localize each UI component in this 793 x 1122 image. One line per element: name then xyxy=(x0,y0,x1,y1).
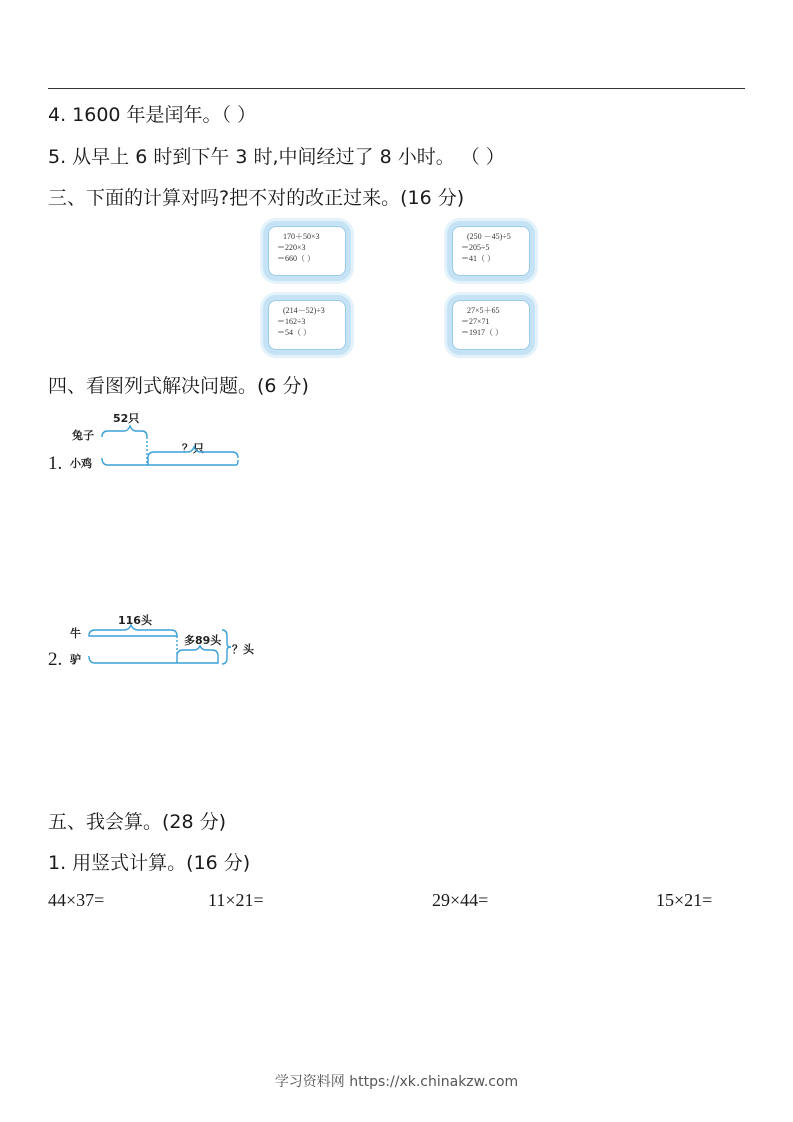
chick-question-label: ？只 xyxy=(182,442,204,455)
calc-card-4-line-1: 27×5＋65 xyxy=(467,306,500,315)
calc-card-2-line-2: ＝205÷5 xyxy=(461,243,490,252)
calc-card-4-line-2: ＝27×71 xyxy=(461,317,490,326)
footer-watermark: 学习资料网 https://xk.chinakzw.com xyxy=(274,1074,519,1090)
question-5: 5. 从早上 6 时到下午 3 时,中间经过了 8 小时。 （ ） xyxy=(48,146,505,168)
calc-card-2 xyxy=(452,226,530,276)
problem-1-diagram xyxy=(98,420,243,472)
calc-card-3-line-3: ＝54（ ） xyxy=(277,328,311,337)
section-5-sub-1: 1. 用竖式计算。(16 分) xyxy=(48,852,251,874)
section-3-title: 三、下面的计算对吗?把不对的改正过来。(16 分) xyxy=(48,187,465,209)
problem-2-diagram xyxy=(86,622,232,668)
calc-card-1-line-1: 170＋50×3 xyxy=(283,232,320,241)
calc-card-4-line-3: ＝1917（ ） xyxy=(461,328,503,337)
calc-card-3 xyxy=(268,300,346,350)
question-4: 4. 1600 年是闰年。（ ） xyxy=(48,104,257,126)
calc-card-3-line-2: ＝162÷3 xyxy=(277,317,306,326)
chick-label: 小鸡 xyxy=(70,457,92,470)
cow-label: 牛 xyxy=(70,627,81,640)
vertical-calc-2: 11×21= xyxy=(208,890,264,910)
vertical-calc-4: 15×21= xyxy=(656,890,713,910)
calc-card-2-line-3: ＝41（ ） xyxy=(461,254,495,263)
vertical-calc-3: 29×44= xyxy=(432,890,489,910)
more-value-label: 多89头 xyxy=(184,634,222,647)
calc-card-1-line-2: ＝220×3 xyxy=(277,243,306,252)
calc-card-2-line-1: (250 －45)÷5 xyxy=(467,232,511,241)
top-rule xyxy=(48,88,745,89)
total-question-label: ？头 xyxy=(232,643,254,656)
problem-2-number: 2. xyxy=(48,649,63,670)
donkey-label: 驴 xyxy=(70,653,81,666)
problem-1-number: 1. xyxy=(48,453,63,474)
calc-card-1-line-3: ＝660（ ） xyxy=(277,254,315,263)
vertical-calc-1: 44×37= xyxy=(48,890,105,910)
section-5-title: 五、我会算。(28 分) xyxy=(48,811,227,833)
calc-card-1 xyxy=(268,226,346,276)
rabbit-label: 兔子 xyxy=(72,429,94,442)
section-4-title: 四、看图列式解决问题。(6 分) xyxy=(48,375,309,397)
cow-value-label: 116头 xyxy=(118,614,152,627)
calc-card-3-line-1: (214－52)÷3 xyxy=(283,306,325,315)
rabbit-value-label: 52只 xyxy=(113,412,140,425)
calc-card-4 xyxy=(452,300,530,350)
